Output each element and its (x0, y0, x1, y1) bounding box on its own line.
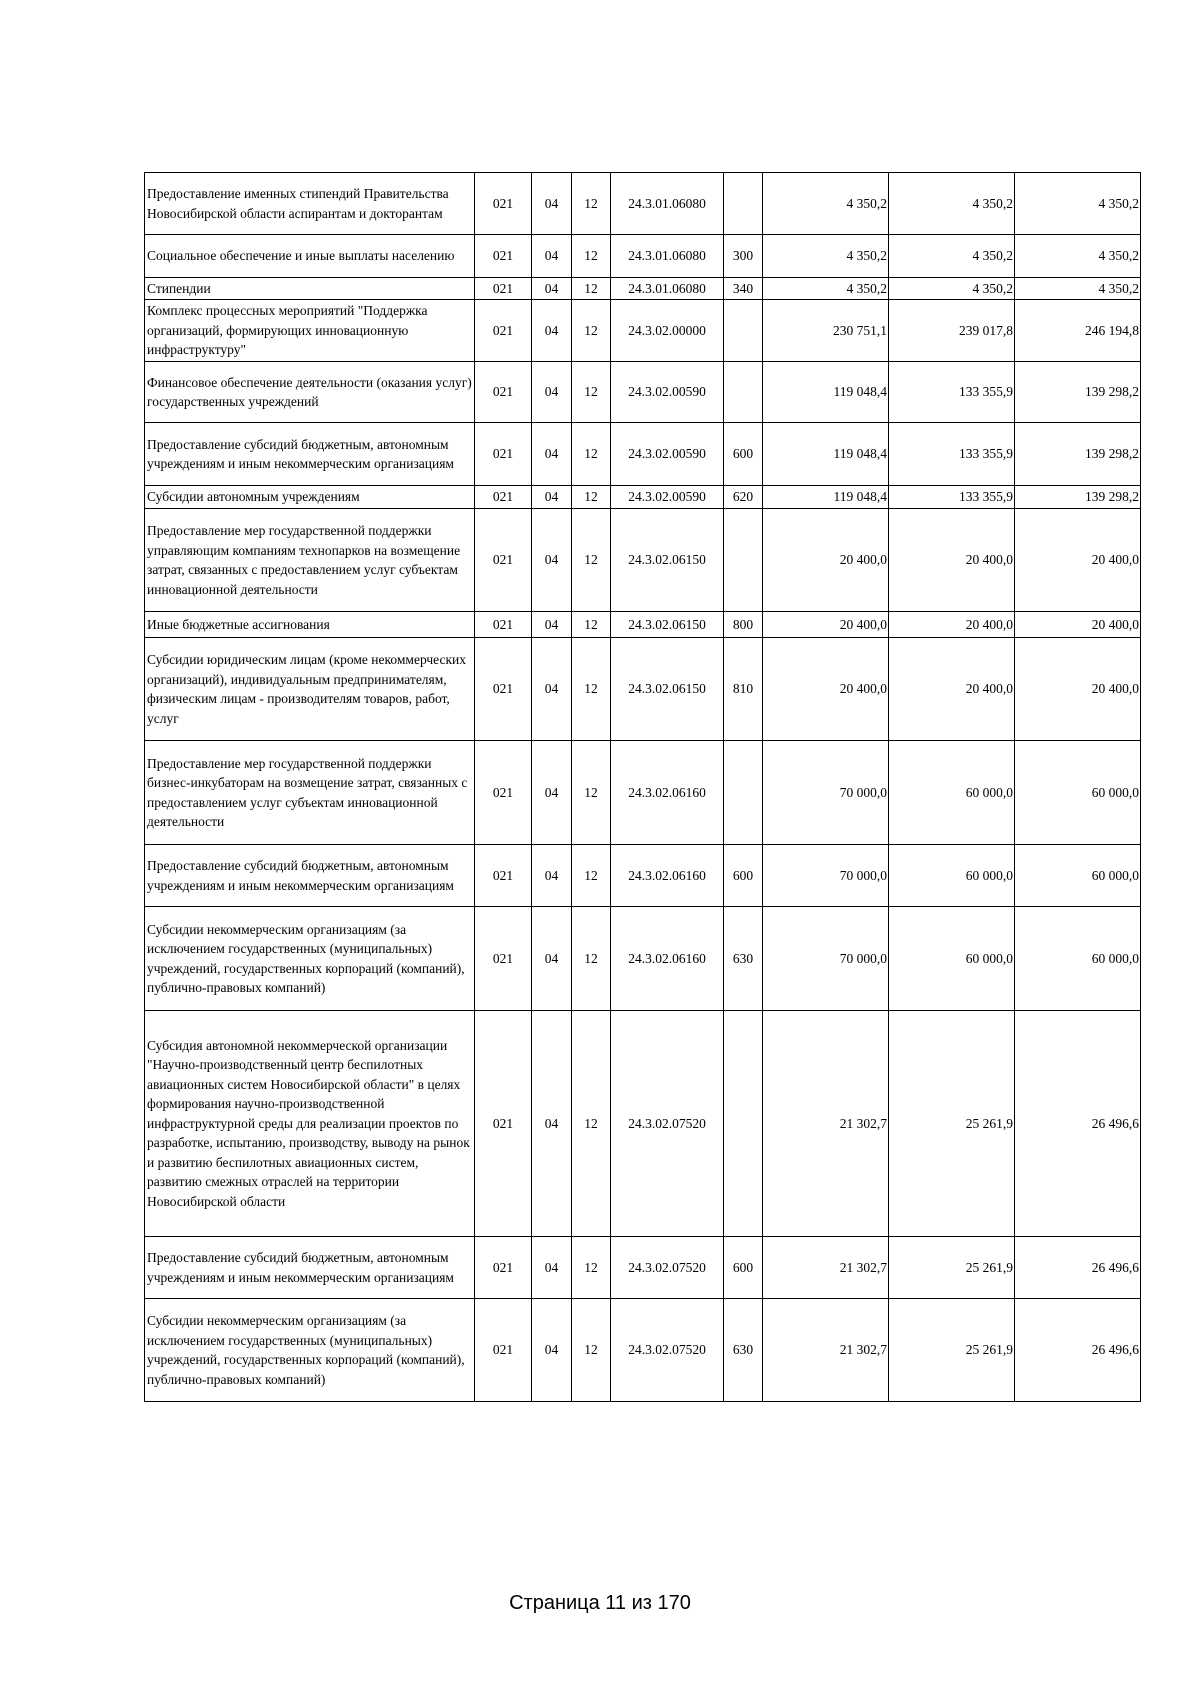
row-year1: 20 400,0 (763, 612, 889, 638)
table-row (145, 741, 1141, 845)
row-csr: 24.3.02.06150 (611, 509, 724, 612)
row-csr: 24.3.02.00000 (611, 300, 724, 362)
row-year3: 60 000,0 (1015, 907, 1141, 1011)
row-name: Субсидии автономным учреждениям (145, 486, 475, 509)
budget-table-body (145, 173, 1141, 1402)
row-pr: 12 (572, 278, 611, 300)
budget-table (144, 172, 1141, 1402)
row-pr: 12 (572, 509, 611, 612)
table-row (145, 845, 1141, 907)
row-year1: 70 000,0 (763, 907, 889, 1011)
table-row (145, 300, 1141, 362)
row-vr: 600 (724, 423, 763, 486)
table-row (145, 1299, 1141, 1402)
row-ved: 021 (475, 278, 532, 300)
row-csr: 24.3.02.00590 (611, 362, 724, 423)
row-year2: 60 000,0 (889, 907, 1015, 1011)
row-ved: 021 (475, 612, 532, 638)
row-year2: 60 000,0 (889, 845, 1015, 907)
row-name: Субсидия автономной некоммерческой организации "Научно-производственный центр беспилотных авиационных систем Новосибирской области" в целях формирования научно-производственной инфраструктурной среды для реализации проектов по разработке, испытанию, производству, выводу на рынок и развитию беспилотных авиационных систем, развитию смежных отраслей на территории Новосибирской области (145, 1011, 475, 1237)
row-year1: 4 350,2 (763, 173, 889, 235)
table-row (145, 612, 1141, 638)
row-rz: 04 (532, 509, 572, 612)
page-number: Страница 11 из 170 (509, 1592, 691, 1614)
row-vr: 300 (724, 235, 763, 278)
row-ved: 021 (475, 741, 532, 845)
row-csr: 24.3.02.06160 (611, 845, 724, 907)
row-year2: 60 000,0 (889, 741, 1015, 845)
row-pr: 12 (572, 1299, 611, 1402)
row-name: Предоставление субсидий бюджетным, автономным учреждениям и иным некоммерческим организациям (145, 845, 475, 907)
table-row (145, 1237, 1141, 1299)
row-year2: 133 355,9 (889, 362, 1015, 423)
table-row (145, 1011, 1141, 1237)
row-rz: 04 (532, 1237, 572, 1299)
row-year2: 25 261,9 (889, 1011, 1015, 1237)
row-ved: 021 (475, 423, 532, 486)
table-row (145, 278, 1141, 300)
row-ved: 021 (475, 845, 532, 907)
row-year3: 139 298,2 (1015, 486, 1141, 509)
table-row (145, 638, 1141, 741)
row-ved: 021 (475, 486, 532, 509)
row-pr: 12 (572, 300, 611, 362)
row-name: Предоставление субсидий бюджетным, автономным учреждениям и иным некоммерческим организациям (145, 1237, 475, 1299)
row-rz: 04 (532, 278, 572, 300)
row-name: Субсидии некоммерческим организациям (за исключением государственных (муниципальных) учреждений, государственных корпораций (компаний), публично-правовых компаний) (145, 907, 475, 1011)
row-pr: 12 (572, 638, 611, 741)
row-csr: 24.3.02.06150 (611, 638, 724, 741)
row-vr (724, 300, 763, 362)
row-year3: 4 350,2 (1015, 278, 1141, 300)
row-year1: 20 400,0 (763, 509, 889, 612)
row-csr: 24.3.02.07520 (611, 1237, 724, 1299)
row-pr: 12 (572, 423, 611, 486)
row-year2: 4 350,2 (889, 235, 1015, 278)
row-name: Иные бюджетные ассигнования (145, 612, 475, 638)
row-year3: 20 400,0 (1015, 509, 1141, 612)
row-year1: 4 350,2 (763, 278, 889, 300)
row-name: Субсидии некоммерческим организациям (за исключением государственных (муниципальных) учреждений, государственных корпораций (компаний), публично-правовых компаний) (145, 1299, 475, 1402)
row-pr: 12 (572, 1237, 611, 1299)
row-year2: 239 017,8 (889, 300, 1015, 362)
row-year1: 119 048,4 (763, 362, 889, 423)
row-year3: 4 350,2 (1015, 173, 1141, 235)
row-rz: 04 (532, 1299, 572, 1402)
row-year2: 20 400,0 (889, 638, 1015, 741)
row-rz: 04 (532, 235, 572, 278)
row-year2: 133 355,9 (889, 486, 1015, 509)
table-row (145, 486, 1141, 509)
row-year1: 70 000,0 (763, 741, 889, 845)
row-pr: 12 (572, 173, 611, 235)
row-year1: 4 350,2 (763, 235, 889, 278)
row-ved: 021 (475, 638, 532, 741)
row-name: Комплекс процессных мероприятий "Поддержка организаций, формирующих инновационную инфраструктуру" (145, 300, 475, 362)
row-vr: 630 (724, 1299, 763, 1402)
row-vr: 340 (724, 278, 763, 300)
row-name: Стипендии (145, 278, 475, 300)
row-year1: 119 048,4 (763, 486, 889, 509)
row-year3: 139 298,2 (1015, 362, 1141, 423)
row-csr: 24.3.02.07520 (611, 1011, 724, 1237)
row-pr: 12 (572, 741, 611, 845)
row-year3: 26 496,6 (1015, 1237, 1141, 1299)
row-pr: 12 (572, 612, 611, 638)
table-row (145, 173, 1141, 235)
row-ved: 021 (475, 907, 532, 1011)
row-name: Финансовое обеспечение деятельности (оказания услуг) государственных учреждений (145, 362, 475, 423)
row-vr (724, 509, 763, 612)
row-year2: 4 350,2 (889, 173, 1015, 235)
row-year3: 4 350,2 (1015, 235, 1141, 278)
row-vr: 630 (724, 907, 763, 1011)
row-rz: 04 (532, 173, 572, 235)
row-ved: 021 (475, 1011, 532, 1237)
row-pr: 12 (572, 362, 611, 423)
row-csr: 24.3.01.06080 (611, 173, 724, 235)
row-pr: 12 (572, 1011, 611, 1237)
row-year3: 20 400,0 (1015, 612, 1141, 638)
row-name: Предоставление субсидий бюджетным, автономным учреждениям и иным некоммерческим организациям (145, 423, 475, 486)
row-year1: 230 751,1 (763, 300, 889, 362)
row-csr: 24.3.02.00590 (611, 423, 724, 486)
row-rz: 04 (532, 612, 572, 638)
row-pr: 12 (572, 845, 611, 907)
row-ved: 021 (475, 1299, 532, 1402)
row-year2: 25 261,9 (889, 1299, 1015, 1402)
row-vr: 600 (724, 845, 763, 907)
row-ved: 021 (475, 235, 532, 278)
row-vr: 620 (724, 486, 763, 509)
row-rz: 04 (532, 907, 572, 1011)
row-vr (724, 173, 763, 235)
row-rz: 04 (532, 423, 572, 486)
row-year3: 246 194,8 (1015, 300, 1141, 362)
row-year2: 133 355,9 (889, 423, 1015, 486)
row-year3: 26 496,6 (1015, 1011, 1141, 1237)
row-year3: 26 496,6 (1015, 1299, 1141, 1402)
row-year2: 20 400,0 (889, 509, 1015, 612)
row-name: Субсидии юридическим лицам (кроме некоммерческих организаций), индивидуальным предпринимателям, физическим лицам - производителям товаров, работ, услуг (145, 638, 475, 741)
row-ved: 021 (475, 362, 532, 423)
row-csr: 24.3.02.06160 (611, 741, 724, 845)
row-name: Социальное обеспечение и иные выплаты населению (145, 235, 475, 278)
row-year2: 4 350,2 (889, 278, 1015, 300)
row-csr: 24.3.02.06150 (611, 612, 724, 638)
row-year1: 119 048,4 (763, 423, 889, 486)
table-row (145, 509, 1141, 612)
row-year1: 21 302,7 (763, 1011, 889, 1237)
row-csr: 24.3.01.06080 (611, 278, 724, 300)
row-vr: 600 (724, 1237, 763, 1299)
row-rz: 04 (532, 300, 572, 362)
row-ved: 021 (475, 1237, 532, 1299)
row-year1: 20 400,0 (763, 638, 889, 741)
row-csr: 24.3.02.07520 (611, 1299, 724, 1402)
row-year1: 21 302,7 (763, 1299, 889, 1402)
row-name: Предоставление мер государственной поддержки управляющим компаниям технопарков на возмещение затрат, связанных с предоставлением услуг субъектам инновационной деятельности (145, 509, 475, 612)
row-rz: 04 (532, 362, 572, 423)
row-vr (724, 741, 763, 845)
table-row (145, 235, 1141, 278)
row-vr: 800 (724, 612, 763, 638)
row-year1: 70 000,0 (763, 845, 889, 907)
row-rz: 04 (532, 1011, 572, 1237)
row-vr: 810 (724, 638, 763, 741)
row-rz: 04 (532, 741, 572, 845)
table-row (145, 362, 1141, 423)
row-year2: 25 261,9 (889, 1237, 1015, 1299)
row-vr (724, 1011, 763, 1237)
row-csr: 24.3.01.06080 (611, 235, 724, 278)
row-year3: 20 400,0 (1015, 638, 1141, 741)
row-name: Предоставление мер государственной поддержки бизнес-инкубаторам на возмещение затрат, связанных с предоставлением услуг субъектам инновационной деятельности (145, 741, 475, 845)
row-vr (724, 362, 763, 423)
row-pr: 12 (572, 907, 611, 1011)
row-ved: 021 (475, 300, 532, 362)
row-rz: 04 (532, 638, 572, 741)
row-ved: 021 (475, 509, 532, 612)
row-ved: 021 (475, 173, 532, 235)
row-pr: 12 (572, 235, 611, 278)
row-pr: 12 (572, 486, 611, 509)
row-year2: 20 400,0 (889, 612, 1015, 638)
row-name: Предоставление именных стипендий Правительства Новосибирской области аспирантам и докторантам (145, 173, 475, 235)
table-row (145, 423, 1141, 486)
row-rz: 04 (532, 486, 572, 509)
row-year3: 60 000,0 (1015, 741, 1141, 845)
row-year3: 60 000,0 (1015, 845, 1141, 907)
row-year1: 21 302,7 (763, 1237, 889, 1299)
row-rz: 04 (532, 845, 572, 907)
row-csr: 24.3.02.00590 (611, 486, 724, 509)
table-row (145, 907, 1141, 1011)
row-csr: 24.3.02.06160 (611, 907, 724, 1011)
row-year3: 139 298,2 (1015, 423, 1141, 486)
